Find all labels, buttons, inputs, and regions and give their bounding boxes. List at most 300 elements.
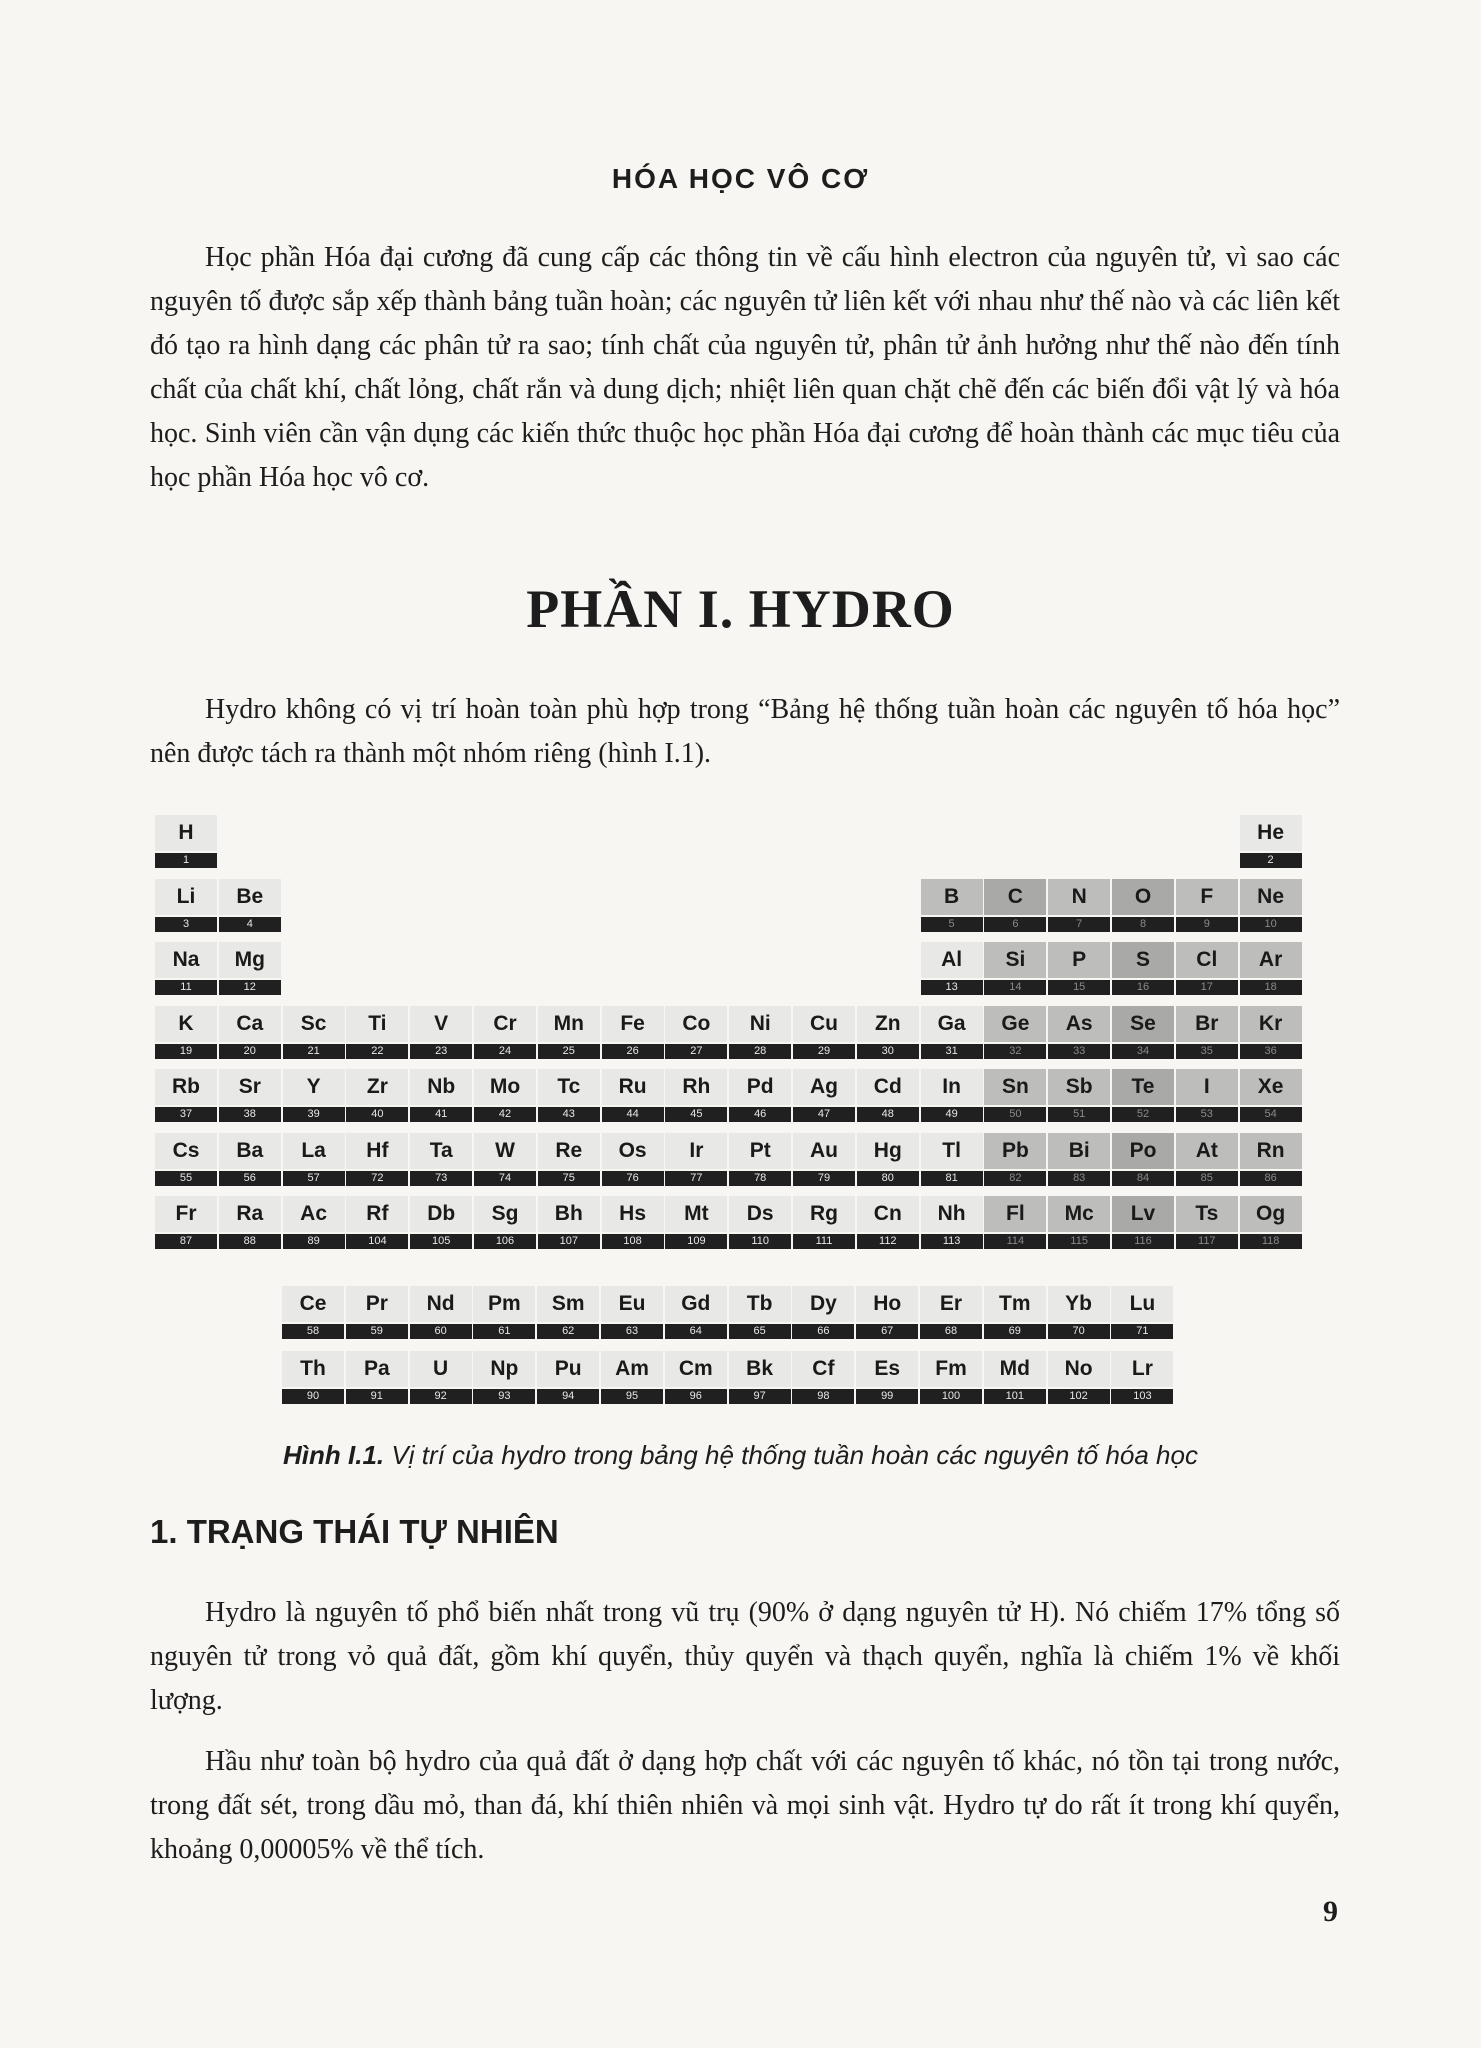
element-symbol: Mc [1048,1196,1110,1232]
element-symbol: Ga [921,1006,983,1042]
element-cell-in [921,1069,983,1123]
element-cell-fm [920,1351,982,1405]
element-cell-db [410,1196,472,1250]
element-symbol: Bh [538,1196,600,1232]
element-symbol: Pd [729,1069,791,1105]
element-symbol: Th [282,1351,344,1387]
element-atomic-number: 27 [665,1044,727,1059]
element-atomic-number: 58 [282,1324,344,1339]
intro-paragraph: Học phần Hóa đại cương đã cung cấp các thông tin về cấu hình electron của nguyên tử, vì sao các nguyên tố được sắp xếp thành bảng tuần hoàn; các nguyên tử liên kết với nhau như thế nào và các liên kết đó tạo ra hình dạng các phân tử ra sao; tính chất của nguyên tử, phân tử ảnh hưởng như thế nào đến tính chất của chất khí, chất lỏng, chất rắn và dung dịch; nhiệt liên quan chặt chẽ đến các biến đổi vật lý và hóa học. Sinh viên cần vận dụng các kiến thức thuộc học phần Hóa đại cương để hoàn thành các mục tiêu của học phần Hóa học vô cơ. [150,242,1340,493]
element-symbol: Sb [1048,1069,1110,1105]
element-atomic-number: 77 [665,1171,727,1186]
element-symbol: Re [538,1133,600,1169]
element-atomic-number: 16 [1112,980,1174,995]
element-cell-ds [729,1196,791,1250]
element-atomic-number: 114 [984,1234,1046,1249]
element-atomic-number: 17 [1176,980,1238,995]
element-atomic-number: 70 [1048,1324,1110,1339]
element-cell-xe [1240,1069,1302,1123]
element-symbol: C [984,879,1046,915]
element-symbol: Lu [1111,1286,1173,1322]
element-cell-ir [665,1133,727,1187]
element-atomic-number: 63 [601,1324,663,1339]
element-symbol: Ts [1176,1196,1238,1232]
element-atomic-number: 93 [473,1389,535,1404]
element-symbol: Ir [665,1133,727,1169]
element-symbol: Br [1176,1006,1238,1042]
element-atomic-number: 92 [410,1389,472,1404]
element-cell-y [283,1069,345,1123]
element-cell-pt [729,1133,791,1187]
element-symbol: Tl [921,1133,983,1169]
element-atomic-number: 84 [1112,1171,1174,1186]
element-atomic-number: 61 [473,1324,535,1339]
element-symbol: Au [793,1133,855,1169]
element-cell-as [1048,1006,1110,1060]
element-cell-np [473,1351,535,1405]
element-symbol: Zn [857,1006,919,1042]
element-cell-ge [984,1006,1046,1060]
element-symbol: Cl [1176,942,1238,978]
element-symbol: Kr [1240,1006,1302,1042]
element-atomic-number: 18 [1240,980,1302,995]
element-cell-lr [1111,1351,1173,1405]
element-cell-hf [346,1133,408,1187]
element-cell-tb [729,1286,791,1340]
element-atomic-number: 73 [410,1171,472,1186]
element-symbol: Rf [346,1196,408,1232]
element-cell-u [410,1351,472,1405]
element-cell-c [984,879,1046,933]
element-cell-br [1176,1006,1238,1060]
element-atomic-number: 68 [920,1324,982,1339]
element-cell-li [155,879,217,933]
element-symbol: Tc [538,1069,600,1105]
element-atomic-number: 34 [1112,1044,1174,1059]
element-symbol: Pu [537,1351,599,1387]
element-symbol: Fl [984,1196,1046,1232]
element-atomic-number: 29 [793,1044,855,1059]
element-atomic-number: 85 [1176,1171,1238,1186]
element-symbol: Ra [219,1196,281,1232]
element-atomic-number: 39 [283,1107,345,1122]
element-symbol: Sc [283,1006,345,1042]
element-cell-hg [857,1133,919,1187]
element-atomic-number: 101 [984,1389,1046,1404]
element-atomic-number: 50 [984,1107,1046,1122]
element-cell-b [921,879,983,933]
element-cell-pu [537,1351,599,1405]
element-symbol: Db [410,1196,472,1232]
element-symbol: Nh [921,1196,983,1232]
element-symbol: Ce [282,1286,344,1322]
element-symbol: Ta [410,1133,472,1169]
element-cell-bh [538,1196,600,1250]
element-symbol: U [410,1351,472,1387]
element-cell-i [1176,1069,1238,1123]
element-symbol: Cd [857,1069,919,1105]
element-atomic-number: 51 [1048,1107,1110,1122]
element-symbol: Si [984,942,1046,978]
element-cell-tc [538,1069,600,1123]
element-atomic-number: 42 [474,1107,536,1122]
element-symbol: K [155,1006,217,1042]
element-atomic-number: 32 [984,1044,1046,1059]
element-atomic-number: 9 [1176,917,1238,932]
element-symbol: W [474,1133,536,1169]
element-symbol: Ca [219,1006,281,1042]
element-atomic-number: 11 [155,980,217,995]
element-atomic-number: 35 [1176,1044,1238,1059]
element-atomic-number: 69 [984,1324,1046,1339]
element-atomic-number: 57 [283,1171,345,1186]
element-cell-la [283,1133,345,1187]
element-cell-nd [410,1286,472,1340]
element-symbol: N [1048,879,1110,915]
element-cell-n [1048,879,1110,933]
element-symbol: Md [984,1351,1046,1387]
element-cell-gd [665,1286,727,1340]
element-cell-cs [155,1133,217,1187]
element-symbol: Cu [793,1006,855,1042]
element-cell-pa [346,1351,408,1405]
element-symbol: Pr [346,1286,408,1322]
element-cell-ga [921,1006,983,1060]
element-symbol: Tb [729,1286,791,1322]
element-cell-ru [602,1069,664,1123]
element-symbol: Se [1112,1006,1174,1042]
element-cell-bk [729,1351,791,1405]
element-atomic-number: 21 [283,1044,345,1059]
element-symbol: O [1112,879,1174,915]
element-symbol: Ho [856,1286,918,1322]
element-cell-na [155,942,217,996]
element-cell-ti [346,1006,408,1060]
element-atomic-number: 117 [1176,1234,1238,1249]
element-atomic-number: 81 [921,1171,983,1186]
element-symbol: Rn [1240,1133,1302,1169]
element-symbol: Ba [219,1133,281,1169]
element-symbol: Pa [346,1351,408,1387]
element-atomic-number: 111 [793,1234,855,1249]
element-cell-he [1240,815,1302,869]
element-symbol: As [1048,1006,1110,1042]
element-cell-te [1112,1069,1174,1123]
element-cell-fe [602,1006,664,1060]
element-symbol: Sn [984,1069,1046,1105]
element-atomic-number: 15 [1048,980,1110,995]
element-cell-og [1240,1196,1302,1250]
element-atomic-number: 102 [1048,1389,1110,1404]
element-cell-si [984,942,1046,996]
element-symbol: Sm [537,1286,599,1322]
element-cell-ts [1176,1196,1238,1250]
element-symbol: La [283,1133,345,1169]
element-atomic-number: 108 [602,1234,664,1249]
element-atomic-number: 2 [1240,853,1302,868]
part-title: PHẦN I. HYDRO [526,579,955,639]
element-symbol: B [921,879,983,915]
element-atomic-number: 79 [793,1171,855,1186]
element-atomic-number: 97 [729,1389,791,1404]
element-cell-w [474,1133,536,1187]
element-atomic-number: 22 [346,1044,408,1059]
element-cell-er [920,1286,982,1340]
element-atomic-number: 74 [474,1171,536,1186]
element-atomic-number: 7 [1048,917,1110,932]
element-cell-k [155,1006,217,1060]
element-symbol: I [1176,1069,1238,1105]
element-symbol: Po [1112,1133,1174,1169]
element-symbol: Ne [1240,879,1302,915]
element-atomic-number: 56 [219,1171,281,1186]
element-symbol: Og [1240,1196,1302,1232]
element-atomic-number: 103 [1111,1389,1173,1404]
element-symbol: Lv [1112,1196,1174,1232]
element-atomic-number: 110 [729,1234,791,1249]
element-atomic-number: 59 [346,1324,408,1339]
element-cell-o [1112,879,1174,933]
element-atomic-number: 105 [410,1234,472,1249]
element-cell-s [1112,942,1174,996]
element-cell-p [1048,942,1110,996]
element-symbol: Ru [602,1069,664,1105]
element-cell-eu [601,1286,663,1340]
element-cell-ca [219,1006,281,1060]
element-symbol: Yb [1048,1286,1110,1322]
element-symbol: Np [473,1351,535,1387]
element-atomic-number: 12 [219,980,281,995]
element-atomic-number: 95 [601,1389,663,1404]
element-symbol: Fe [602,1006,664,1042]
section-paragraph-2: Hầu như toàn bộ hydro của quả đất ở dạng hợp chất với các nguyên tố khác, nó tồn tại trong nước, trong đất sét, trong dầu mỏ, than đá, khí thiên nhiên và mọi sinh vật. Hydro tự do rất ít trong khí quyển, khoảng 0,00005% về thể tích. [150,1746,1340,1865]
element-cell-bi [1048,1133,1110,1187]
element-cell-po [1112,1133,1174,1187]
element-cell-fl [984,1196,1046,1250]
element-symbol: Mn [538,1006,600,1042]
element-cell-hs [602,1196,664,1250]
element-atomic-number: 118 [1240,1234,1302,1249]
element-cell-be [219,879,281,933]
element-symbol: Zr [346,1069,408,1105]
element-symbol: Mt [665,1196,727,1232]
element-symbol: Hs [602,1196,664,1232]
element-atomic-number: 48 [857,1107,919,1122]
element-atomic-number: 100 [920,1389,982,1404]
element-cell-at [1176,1133,1238,1187]
element-symbol: Cr [474,1006,536,1042]
element-atomic-number: 94 [537,1389,599,1404]
element-cell-cl [1176,942,1238,996]
element-atomic-number: 104 [346,1234,408,1249]
element-cell-pr [346,1286,408,1340]
element-atomic-number: 99 [856,1389,918,1404]
element-cell-cd [857,1069,919,1123]
element-cell-nb [410,1069,472,1123]
element-cell-re [538,1133,600,1187]
element-atomic-number: 62 [537,1324,599,1339]
element-atomic-number: 86 [1240,1171,1302,1186]
element-cell-co [665,1006,727,1060]
element-symbol: Sg [474,1196,536,1232]
element-atomic-number: 6 [984,917,1046,932]
element-atomic-number: 64 [665,1324,727,1339]
element-symbol: In [921,1069,983,1105]
element-cell-rn [1240,1133,1302,1187]
part-intro-paragraph: Hydro không có vị trí hoàn toàn phù hợp trong “Bảng hệ thống tuần hoàn các nguyên tố hóa học” nên được tách ra thành một nhóm riêng (hình I.1). [150,694,1340,769]
element-atomic-number: 13 [921,980,983,995]
element-atomic-number: 91 [346,1389,408,1404]
element-symbol: Pm [473,1286,535,1322]
element-symbol: Cf [792,1351,854,1387]
element-cell-es [856,1351,918,1405]
element-atomic-number: 106 [474,1234,536,1249]
element-atomic-number: 113 [921,1234,983,1249]
element-cell-sn [984,1069,1046,1123]
element-atomic-number: 1 [155,853,217,868]
running-title: HÓA HỌC VÔ CƠ [611,163,870,194]
element-cell-ag [793,1069,855,1123]
element-cell-zr [346,1069,408,1123]
element-atomic-number: 76 [602,1171,664,1186]
element-atomic-number: 75 [538,1171,600,1186]
element-symbol: Ni [729,1006,791,1042]
element-symbol: Al [921,942,983,978]
element-symbol: Ag [793,1069,855,1105]
element-atomic-number: 23 [410,1044,472,1059]
element-atomic-number: 82 [984,1171,1046,1186]
element-cell-rh [665,1069,727,1123]
element-atomic-number: 31 [921,1044,983,1059]
element-symbol: Rh [665,1069,727,1105]
element-cell-ar [1240,942,1302,996]
section-paragraph-1: Hydro là nguyên tố phổ biến nhất trong vũ trụ (90% ở dạng nguyên tử H). Nó chiếm 17% tổng số nguyên tử trong vỏ quả đất, gồm khí quyển, thủy quyển và thạch quyển, nghĩa là chiếm 1% về khối lượng. [150,1597,1340,1716]
element-atomic-number: 96 [665,1389,727,1404]
element-symbol: Tm [984,1286,1046,1322]
element-symbol: Es [856,1351,918,1387]
element-atomic-number: 45 [665,1107,727,1122]
element-symbol: Be [219,879,281,915]
element-symbol: Fr [155,1196,217,1232]
element-cell-sg [474,1196,536,1250]
element-symbol: H [155,815,217,851]
element-atomic-number: 87 [155,1234,217,1249]
element-symbol: Rb [155,1069,217,1105]
element-atomic-number: 90 [282,1389,344,1404]
element-cell-ac [283,1196,345,1250]
element-cell-ce [282,1286,344,1340]
element-symbol: Os [602,1133,664,1169]
figure-caption-text: Vị trí của hydro trong bảng hệ thống tuần hoàn các nguyên tố hóa học [384,1440,1198,1470]
element-atomic-number: 14 [984,980,1046,995]
element-atomic-number: 88 [219,1234,281,1249]
element-cell-f [1176,879,1238,933]
element-symbol: Cs [155,1133,217,1169]
element-symbol: Dy [792,1286,854,1322]
element-symbol: Te [1112,1069,1174,1105]
element-symbol: Er [920,1286,982,1322]
element-atomic-number: 78 [729,1171,791,1186]
element-symbol: Ge [984,1006,1046,1042]
element-atomic-number: 28 [729,1044,791,1059]
element-atomic-number: 37 [155,1107,217,1122]
element-cell-rb [155,1069,217,1123]
element-atomic-number: 80 [857,1171,919,1186]
element-atomic-number: 89 [283,1234,345,1249]
element-symbol: Rg [793,1196,855,1232]
element-cell-cn [857,1196,919,1250]
element-symbol: Lr [1111,1351,1173,1387]
element-atomic-number: 19 [155,1044,217,1059]
element-symbol: Cn [857,1196,919,1232]
figure-caption-label: Hình I.1. [283,1440,385,1470]
element-atomic-number: 46 [729,1107,791,1122]
element-atomic-number: 72 [346,1171,408,1186]
element-cell-mn [538,1006,600,1060]
page-number: 9 [1323,1895,1338,1928]
element-atomic-number: 33 [1048,1044,1110,1059]
element-atomic-number: 3 [155,917,217,932]
element-atomic-number: 112 [857,1234,919,1249]
element-cell-cr [474,1006,536,1060]
element-cell-no [1048,1351,1110,1405]
element-cell-tm [984,1286,1046,1340]
element-symbol: Mg [219,942,281,978]
element-symbol: Am [601,1351,663,1387]
element-cell-sm [537,1286,599,1340]
element-atomic-number: 55 [155,1171,217,1186]
element-atomic-number: 66 [792,1324,854,1339]
element-cell-lu [1111,1286,1173,1340]
element-cell-ho [856,1286,918,1340]
element-atomic-number: 36 [1240,1044,1302,1059]
element-atomic-number: 60 [410,1324,472,1339]
element-atomic-number: 20 [219,1044,281,1059]
element-cell-mt [665,1196,727,1250]
element-atomic-number: 116 [1112,1234,1174,1249]
element-atomic-number: 24 [474,1044,536,1059]
element-cell-v [410,1006,472,1060]
element-cell-nh [921,1196,983,1250]
element-cell-cu [793,1006,855,1060]
element-symbol: Sr [219,1069,281,1105]
element-symbol: Cm [665,1351,727,1387]
element-cell-dy [792,1286,854,1340]
element-symbol: Bk [729,1351,791,1387]
element-atomic-number: 10 [1240,917,1302,932]
element-symbol: Ti [346,1006,408,1042]
element-cell-al [921,942,983,996]
element-cell-lv [1112,1196,1174,1250]
element-symbol: No [1048,1351,1110,1387]
element-cell-pd [729,1069,791,1123]
element-symbol: Li [155,879,217,915]
element-symbol: Ar [1240,942,1302,978]
element-symbol: He [1240,815,1302,851]
element-symbol: Nb [410,1069,472,1105]
element-cell-kr [1240,1006,1302,1060]
element-cell-tl [921,1133,983,1187]
element-cell-mc [1048,1196,1110,1250]
element-symbol: S [1112,942,1174,978]
element-atomic-number: 43 [538,1107,600,1122]
element-cell-sr [219,1069,281,1123]
element-symbol: Hf [346,1133,408,1169]
element-symbol: Pt [729,1133,791,1169]
element-cell-ra [219,1196,281,1250]
element-cell-ta [410,1133,472,1187]
element-cell-sb [1048,1069,1110,1123]
